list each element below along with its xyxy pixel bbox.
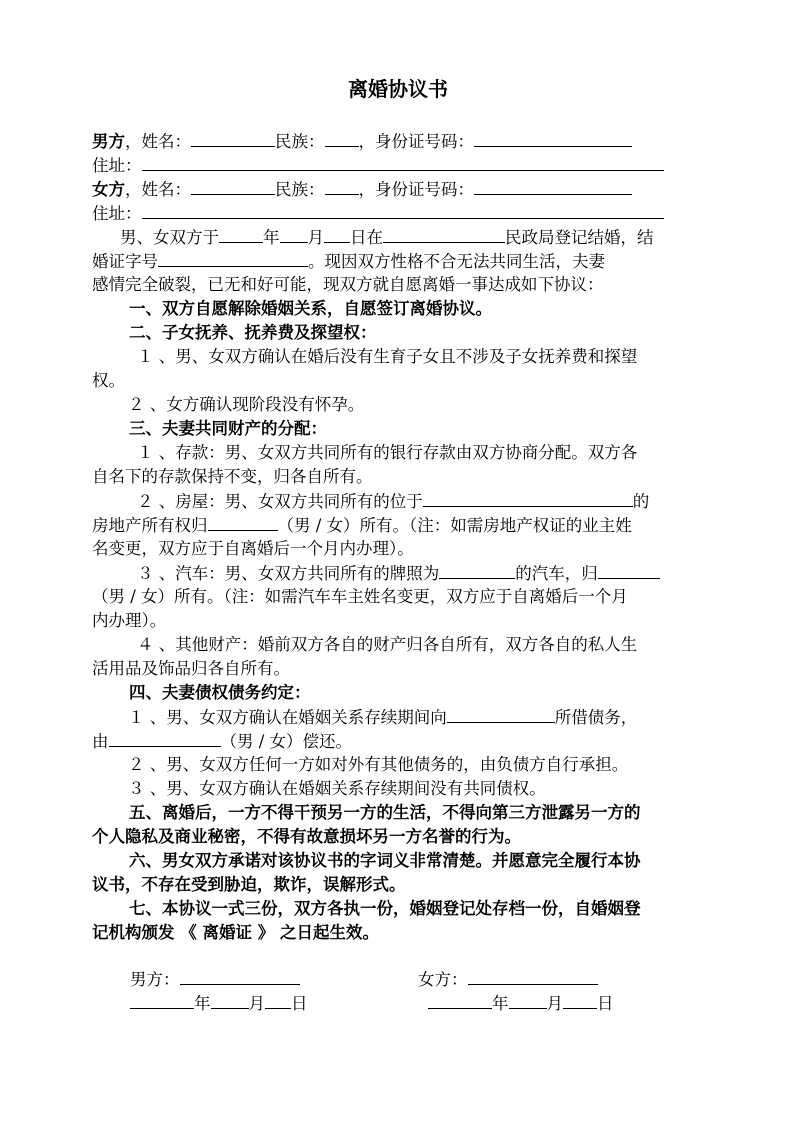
male-sign-date: 年 月 日 — [130, 992, 308, 1015]
section-2-item-1a: １ 、男、女双方确认在婚后没有生育子女且不涉及子女抚养费和探望 — [137, 347, 638, 366]
female-ethnic-blank[interactable] — [325, 178, 359, 195]
ethnic-label: 民族： — [275, 132, 325, 151]
id-label: ，身份证号码： — [358, 180, 474, 199]
female-signature-blank[interactable] — [468, 968, 598, 985]
male-day-blank[interactable] — [265, 992, 291, 1009]
section-3-item-1a: １ 、存款：男、女双方共同所有的银行存款由双方协商分配。双方各 — [137, 443, 638, 462]
section-3-item-4b: 活用品及饰品归各自所有。 — [92, 659, 290, 678]
name-label: ，姓名： — [125, 132, 191, 151]
section-5-line-a: 五、离婚后，一方不得干预另一方的生活，不得向第三方泄露另一方的 — [129, 803, 641, 822]
male-id-blank[interactable] — [474, 130, 632, 147]
certificate-number-blank[interactable] — [158, 250, 308, 267]
male-name-blank[interactable] — [191, 130, 275, 147]
female-month-blank[interactable] — [509, 992, 547, 1009]
section-3-item-2a: ２ 、房屋：男、女双方共同所有的位于 的 — [137, 492, 650, 511]
page-title: 离婚协议书 — [348, 77, 448, 101]
section-3-item-3c: 内办理）。 — [92, 611, 167, 630]
section-4-item-1b: 由 （男 / 女）偿还。 — [92, 732, 353, 751]
section-3-title: 三、夫妻共同财产的分配： — [129, 419, 327, 438]
section-7-line-b: 记机构颁发 《 离婚证 》 之日起生效。 — [92, 923, 379, 942]
male-address-blank[interactable] — [142, 154, 664, 171]
registry-office-blank[interactable] — [383, 226, 505, 243]
female-name-blank[interactable] — [191, 178, 275, 195]
section-3-item-4a: ４ 、其他财产：婚前双方各自的财产归各自所有，双方各自的私人生 — [137, 635, 638, 654]
female-day-blank[interactable] — [563, 992, 597, 1009]
section-3-item-2c: 名变更，双方应于自离婚后一个月内办理）。 — [92, 539, 414, 558]
section-5-line-b: 个人隐私及商业秘密，不得有故意损坏另一方名誉的行为。 — [92, 827, 521, 846]
name-label: ，姓名： — [125, 180, 191, 199]
section-3-item-3b: （男 / 女）所有。（注：如需汽车车主姓名变更，双方应于自离婚后一个月 — [92, 587, 628, 606]
house-owner-blank[interactable] — [208, 514, 278, 531]
female-id-blank[interactable] — [474, 178, 632, 195]
section-1-title: 一、双方自愿解除婚姻关系，自愿签订离婚协议。 — [129, 299, 492, 318]
male-signature-blank[interactable] — [180, 968, 300, 985]
female-year-blank[interactable] — [428, 992, 492, 1009]
section-4-item-3: ３ 、男、女双方确认在婚姻关系存续期间没有共同债权。 — [128, 779, 546, 798]
male-month-blank[interactable] — [211, 992, 249, 1009]
section-7-line-a: 七、本协议一式三份，双方各执一份，婚姻登记处存档一份，自婚姻登 — [129, 899, 641, 918]
creditor-blank[interactable] — [447, 706, 555, 723]
ethnic-label: 民族： — [275, 180, 325, 199]
section-4-item-1a: １ 、男、女双方确认在婚姻关系存续期间向 所借债务， — [128, 708, 638, 727]
male-label: 男方 — [92, 132, 125, 151]
female-label: 女方 — [92, 180, 125, 199]
female-address-blank[interactable] — [142, 202, 664, 219]
intro-line-2: 婚证字号 。现因双方性格不合无法共同生活，夫妻 — [92, 252, 605, 271]
female-info-line — [92, 178, 632, 201]
car-owner-blank[interactable] — [598, 562, 660, 579]
section-3-item-3a: ３ 、汽车：男、女双方共同所有的牌照为 的汽车，归 — [92, 562, 660, 585]
section-2-title: 二、子女抚养、抚养费及探望权： — [129, 323, 377, 342]
section-4-item-2: ２ 、男、女双方任何一方如对外有其他债务的，由负债方自行承担。 — [128, 755, 629, 774]
section-2-item-2: ２ 、女方确认现阶段没有怀孕。 — [128, 395, 365, 414]
male-ethnic-blank[interactable] — [325, 130, 359, 147]
female-signature: 女方： — [418, 968, 598, 991]
female-address-line — [92, 202, 664, 225]
male-year-blank[interactable] — [130, 992, 194, 1009]
section-6-line-b: 议书，不存在受到胁迫，欺诈，误解形式。 — [92, 875, 406, 894]
marriage-day-blank[interactable] — [324, 226, 350, 243]
house-location-blank[interactable] — [423, 490, 633, 507]
male-signature: 男方： — [130, 968, 300, 991]
intro-line-3: 感情完全破裂，已无和好可能，现双方就自愿离婚一事达成如下协议： — [92, 275, 604, 294]
marriage-month-blank[interactable] — [280, 226, 308, 243]
section-6-line-a: 六、男女双方承诺对该协议书的字词义非常清楚。并愿意完全履行本协 — [129, 851, 641, 870]
section-4-title: 四、夫妻债权债务约定： — [129, 683, 311, 702]
female-sign-date: 年 月 日 — [428, 992, 614, 1015]
intro-line-1: 男、女双方于 年 月 日在 民政局登记结婚，结 — [120, 228, 654, 247]
id-label: ，身份证号码： — [358, 132, 474, 151]
debtor-blank[interactable] — [109, 730, 221, 747]
section-3-item-2b: 房地产所有权归 （男 / 女）所有。（注：如需房地产权证的业主姓 — [92, 516, 632, 535]
marriage-year-blank[interactable] — [219, 226, 263, 243]
male-info-line — [92, 130, 632, 153]
address-label: 住址： — [92, 156, 142, 175]
section-3-item-1b: 自名下的存款保持不变，归各自所有。 — [92, 467, 373, 486]
address-label: 住址： — [92, 204, 142, 223]
section-2-item-1b: 权。 — [92, 371, 125, 390]
male-address-line — [92, 154, 664, 177]
car-plate-blank[interactable] — [439, 562, 515, 579]
